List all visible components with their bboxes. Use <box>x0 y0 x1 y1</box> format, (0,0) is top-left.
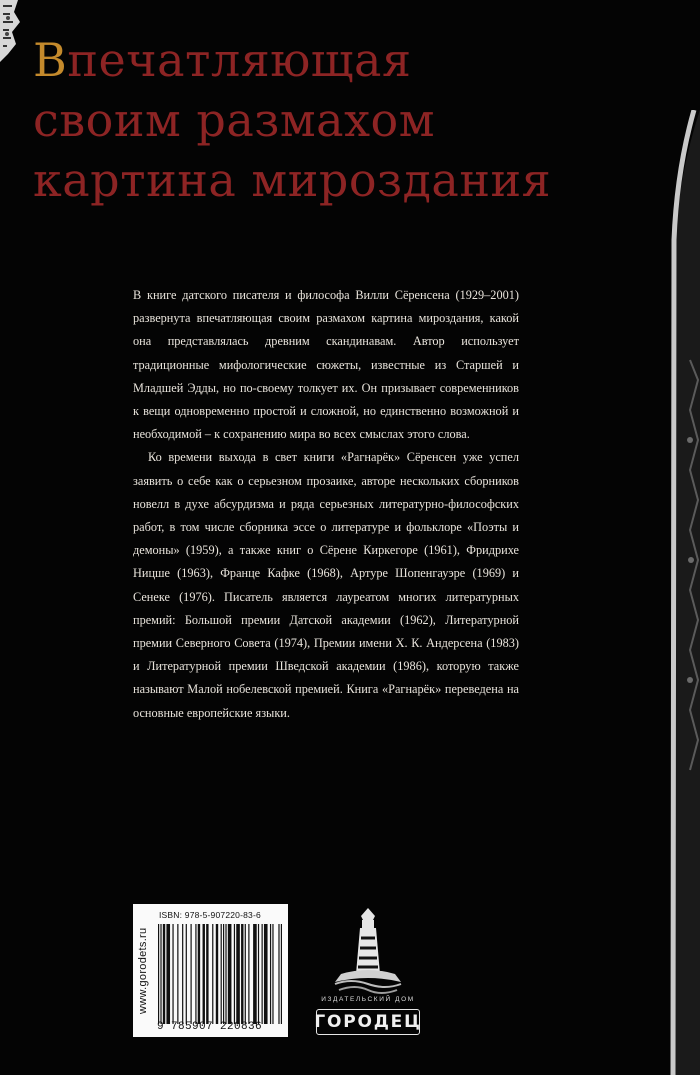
barcode-bar <box>212 924 213 1024</box>
barcode-block <box>133 904 288 1037</box>
barcode-bar <box>191 924 192 1024</box>
annotation-text <box>133 284 519 725</box>
barcode-bar <box>253 924 257 1024</box>
barcode-bar <box>248 924 249 1024</box>
barcode-bar <box>272 924 273 1024</box>
annotation-paragraph-1: В книге датского писателя и философа Вилли Сёренсена (1929–2001) развернута впечатляющая своим размахом картина мироздания, какой она представлялась древним скандинавам. Автор использует традиционные мифологические сюжеты, известные из Старшей и Младшей Эдды, но по-своему толкует их. Он призывает современников к вещи одновременно простой и сложной, но единственно возможной и необходимой – к сохранению мира во всех смыслах этого слова. <box>133 288 519 442</box>
barcode-bar <box>182 924 183 1024</box>
publisher-logo: ГОРОДЕЦ <box>316 1009 420 1035</box>
barcode-icon <box>158 924 282 1024</box>
barcode-bar <box>281 924 282 1024</box>
headline-dropcap: В <box>33 33 68 87</box>
barcode-digits: 9 785907 220836 <box>157 1021 263 1033</box>
barcode-bar <box>206 924 208 1024</box>
barcode-bar <box>241 924 243 1024</box>
barcode-bar <box>216 924 218 1024</box>
isbn-number: ISBN: 978-5-907220-83-6 <box>159 910 261 920</box>
serpent-border-ornament-icon <box>660 110 700 1075</box>
barcode-bar <box>278 924 279 1024</box>
barcode-bar <box>198 924 200 1024</box>
barcode-bar <box>228 924 232 1024</box>
barcode-bar <box>234 924 235 1024</box>
headline-line-1-text: печатляющая <box>67 33 412 87</box>
lighthouse-emblem-icon <box>313 904 423 996</box>
barcode-bar <box>245 924 246 1024</box>
barcode-bar <box>264 924 268 1024</box>
headline-line-3: картина мироздания <box>33 153 552 207</box>
barcode-bar <box>158 924 159 1024</box>
barcode-bar <box>186 924 187 1024</box>
barcode-bar <box>236 924 240 1024</box>
barcode-bar <box>223 924 224 1024</box>
barcode-bar <box>270 924 271 1024</box>
headline <box>33 30 653 210</box>
barcode-bar <box>166 924 170 1024</box>
barcode-bar <box>258 924 259 1024</box>
barcode-bar <box>160 924 161 1024</box>
barcode-bar <box>262 924 263 1024</box>
barcode-bar <box>195 924 196 1024</box>
corner-ornament-icon <box>0 0 26 62</box>
headline-line-2: своим размахом <box>33 93 435 147</box>
barcode-bar <box>225 924 226 1024</box>
headline-line-1 <box>33 30 653 90</box>
barcode-bar <box>172 924 173 1024</box>
annotation-paragraph-2: Ко времени выхода в свет книги «Рагнарёк» Сёренсен уже успел заявить о себе как о серьезном прозаике, авторе нескольких сборников новелл в духе абсурдизма и ряда серьезных литературно-философских работ, в том числе сборника эссе о литературе и фольклоре «Поэты и демоны» (1959), а также книг о Сёрене Киркегоре (1961), Фридрихе Ницше (1963), Франце Кафке (1968), Артуре Шопенгауэре (1969) и Сенеке (1976). Писатель является лауреатом многих литературных премий: Большой премии Датской академии (1962), Литературной премии Северного Совета (1974), Премии имени Х. К. Андерсена (1983) и Литературной премии Шведской академии (1986), которую также называют Малой нобелевской премией. Книга «Рагнарёк» переведена на основные европейские языки. <box>133 450 519 720</box>
barcode-bar <box>221 924 222 1024</box>
barcode-bar <box>177 924 178 1024</box>
publisher-mark <box>313 904 423 1044</box>
publisher-website: www.gorodets.ru <box>137 927 149 1014</box>
barcode-bar <box>163 924 165 1024</box>
publisher-caption: ИЗДАТЕЛЬСКИЙ ДОМ <box>321 996 415 1003</box>
barcode-bar <box>203 924 205 1024</box>
